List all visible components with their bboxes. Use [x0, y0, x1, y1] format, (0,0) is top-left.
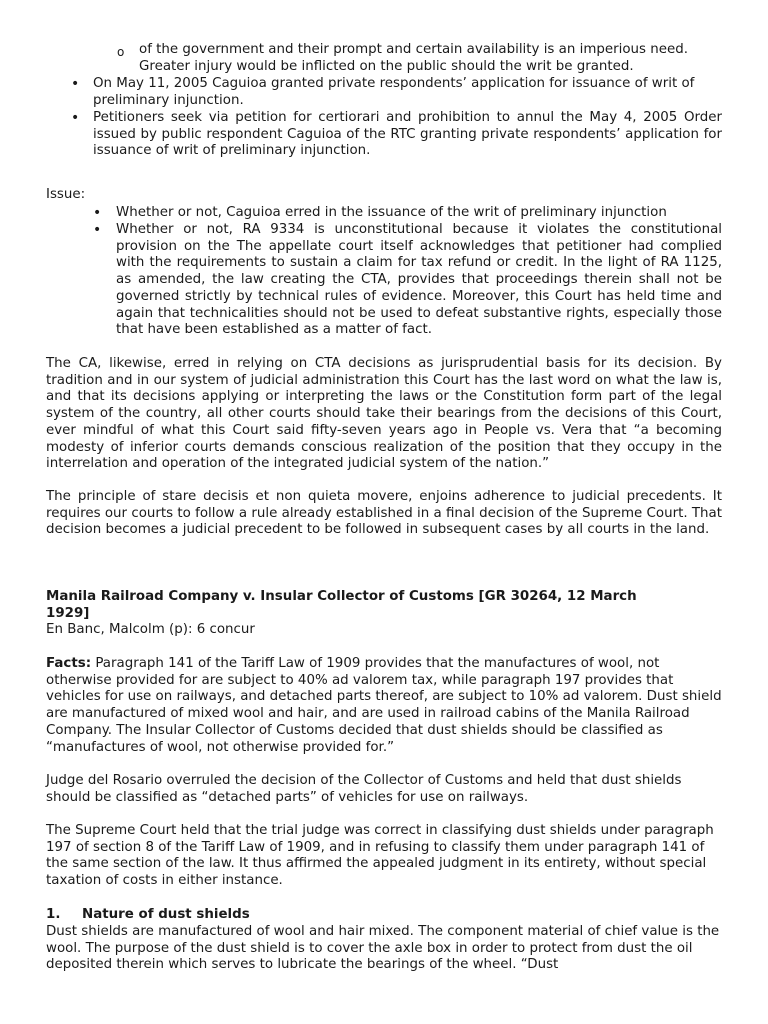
issue-label: Issue: [46, 187, 86, 202]
section-title: Nature of dust shields [82, 907, 250, 922]
issue-item: Whether or not, Caguioa erred in the issuance of the writ of preliminary injunction [116, 205, 667, 220]
section-heading [46, 907, 250, 924]
facts-label: Facts: [46, 656, 92, 671]
sub-list-item: of the government and their prompt and certain availability is an imperious need. Greater injury would be inflicted on the public should the writ be granted. [139, 42, 688, 74]
hollow-bullet-icon: o [117, 45, 125, 59]
case-title [46, 589, 736, 622]
bullet-icon: • [93, 205, 102, 221]
case-subtitle: En Banc, Malcolm (p): 6 concur [46, 622, 255, 637]
section-number: 1. [46, 907, 61, 922]
list-item: Petitioners seek via petition for certiorari and prohibition to annul the May 4, 2005 Order issued by public respondent Caguioa of the RTC granting private respondents’ application for issuance of writ of preliminary injunction. [93, 110, 722, 159]
case-title-line: Manila Railroad Company v. Insular Collector of Customs [GR 30264, 12 March [46, 589, 637, 604]
section-paragraph: Dust shields are manufactured of wool and hair mixed. The component material of chief value is the wool. The purpose of the dust shield is to cover the axle box in order to protect from dust the oil deposited therein which serves to lubricate the bearings of the wheel. “Dust [46, 924, 720, 973]
body-paragraph: The CA, likewise, erred in relying on CTA decisions as jurisprudential basis for its decision. By tradition and in our system of judicial administration this Court has the last word on what the law is, and that its decisions applying or interpreting the laws or the Constitution form part of the legal system of the country, all other courts should take their bearings from the decisions of this Court, ever mindful of what this Court said fifty-seven years ago in People vs. Vera that “a becoming modesty of inferior courts demands conscious realization of the position that they occupy in the interrelation and operation of the integrated judicial system of the nation.” [46, 356, 722, 472]
facts-paragraph [46, 656, 726, 756]
bullet-icon: • [93, 222, 102, 238]
bullet-icon: • [71, 76, 80, 92]
facts-text: Paragraph 141 of the Tariff Law of 1909 provides that the manufactures of wool, not otherwise provided for are subject to 40% ad valorem tax, while paragraph 197 provides that vehicles for use on railways, and detached parts thereof, are subject to 10% ad valorem. Dust shield are manufactured of mixed wool and hair, and are used in railroad cabins of the Manila Railroad Company. The Insular Collector of Customs decided that dust shields should be classified as “manufactures of wool, not otherwise provided for.” [46, 656, 722, 755]
bullet-icon: • [71, 110, 80, 126]
body-paragraph: The Supreme Court held that the trial judge was correct in classifying dust shields under paragraph 197 of section 8 of the Tariff Law of 1909, and in refusing to classify them under paragraph 141 of the same section of the law. It thus affirmed the appealed judgment in its entirety, without special taxation of costs in either instance. [46, 823, 714, 889]
body-paragraph: The principle of stare decisis et non quieta movere, enjoins adherence to judicial precedents. It requires our courts to follow a rule already established in a final decision of the Supreme Court. That decision becomes a judicial precedent to be followed in subsequent cases by all courts in the land. [46, 489, 722, 538]
body-paragraph: Judge del Rosario overruled the decision of the Collector of Customs and held that dust shields should be classified as “detached parts” of vehicles for use on railways. [46, 773, 682, 805]
issue-item: Whether or not, RA 9334 is unconstitutional because it violates the constitutional provision on the The appellate court itself acknowledges that petitioner had complied with the requirements to sustain a claim for tax refund or credit. In the light of RA 1125, as amended, the law creating the CTA, provides that proceedings therein shall not be governed strictly by technical rules of evidence. Moreover, this Court has held time and again that technicalities should not be used to defeat substantive rights, especially those that have been established as a matter of fact. [116, 222, 722, 338]
case-title-line: 1929] [46, 605, 90, 621]
list-item: On May 11, 2005 Caguioa granted private respondents’ application for issuance of writ of preliminary injunction. [93, 76, 695, 108]
